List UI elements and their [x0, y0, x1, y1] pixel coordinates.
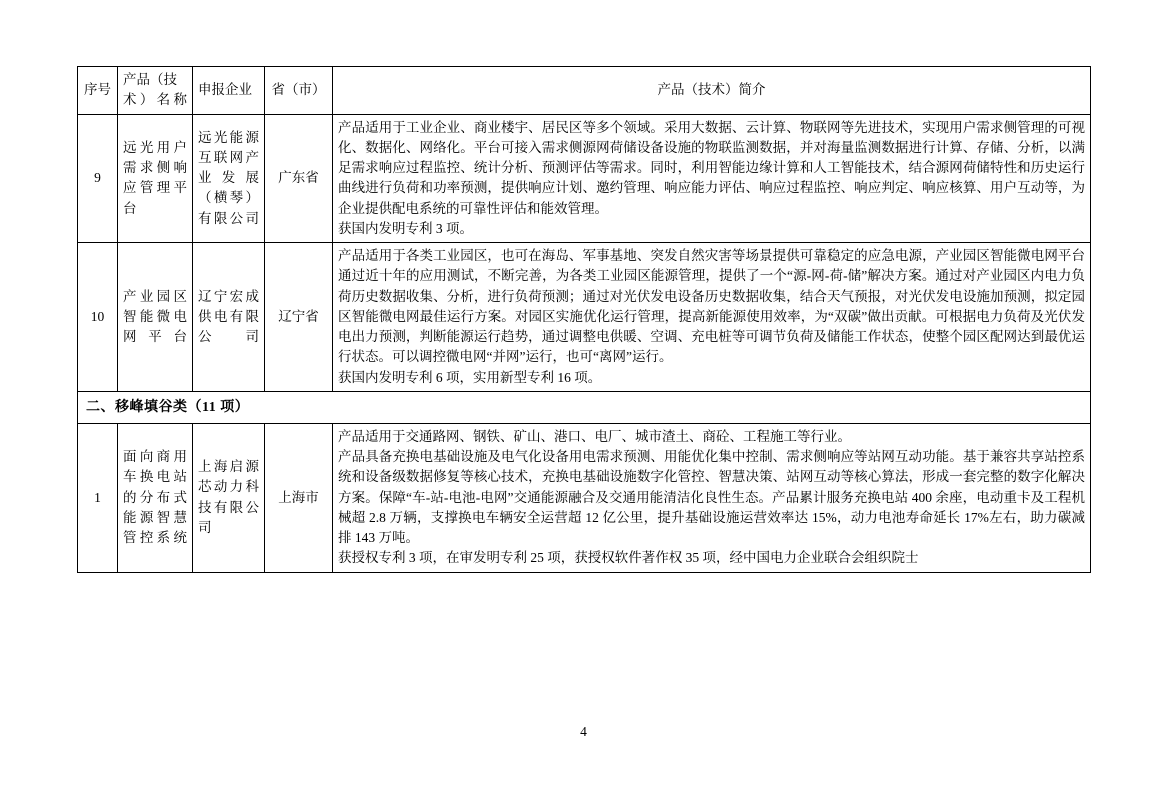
column-header-province: 省（市）	[265, 67, 333, 115]
table-row	[78, 423, 1091, 572]
column-header-company: 申报企业	[193, 67, 265, 115]
column-header-product-name: 产品（技术）名称	[118, 67, 193, 115]
cell-sequence: 9	[78, 114, 118, 243]
cell-company: 上海启源芯动力科技有限公司	[193, 423, 265, 572]
table-body	[78, 114, 1091, 572]
cell-description: 产品适用于工业企业、商业楼宇、居民区等多个领域。采用大数据、云计算、物联网等先进技术，实现用户需求侧管理的可视化、数据化、网络化。平台可接入需求侧源网荷储设备设施的物联监测数据，并对海量监测数据进行计算、存储、分析，以满足需求响应过程监控、统计分析、预测评估等需求。同时，利用智能边缘计算和人工智能技术，结合源网荷储特性和历史运行曲线进行负荷和功率预测，提供响应计划、邀约管理、响应能力评估、响应过程监控、响应判定、响应核算、用户互动等，为企业提供配电系统的可靠性评估和能效管理。 获国内发明专利 3 项。	[333, 114, 1091, 243]
cell-description: 产品适用于各类工业园区，也可在海岛、军事基地、突发自然灾害等场景提供可靠稳定的应急电源，产业园区智能微电网平台通过近十年的应用测试，不断完善，为各类工业园区能源管理，提供了一个“源-网-荷-储”解决方案。通过对产业园区内电力负荷历史数据收集、分析，进行负荷预测；通过对光伏发电设备历史数据收集，结合天气预报，对光伏发电设施加预测，拟定园区智能微电网最佳运行方案。对园区实施优化运行管理，提高新能源使用效率，为“双碳”做出贡献。可根据电力负荷及光伏发电出力预测，判断能源运行趋势，通过调整电供暖、空调、充电桩等可调节负荷及储能工作状态，使整个园区配网达到最优运行状态。可以调控微电网“并网”运行，也可“离网”运行。 获国内发明专利 6 项，实用新型专利 16 项。	[333, 243, 1091, 392]
cell-company: 辽宁宏成供电有限公司	[193, 243, 265, 392]
cell-product-name: 远光用户需求侧响应管理平台	[118, 114, 193, 243]
cell-province: 辽宁省	[265, 243, 333, 392]
cell-sequence: 10	[78, 243, 118, 392]
column-header-description: 产品（技术）简介	[333, 67, 1091, 115]
product-technology-table	[77, 66, 1091, 573]
table-section-row	[78, 391, 1091, 423]
cell-product-name: 面向商用车换电站的分布式能源智慧管控系统	[118, 423, 193, 572]
table-row	[78, 243, 1091, 392]
cell-description: 产品适用于交通路网、钢铁、矿山、港口、电厂、城市渣土、商砼、工程施工等行业。 产品具备充换电基础设施及电气化设备用电需求预测、用能优化集中控制、需求侧响应等站网互动功能。基于兼容共享站控系统和设备级数据修复等核心技术，充换电基础设施数字化管控、智慧决策、站网互动等核心算法，形成一套完整的数字化解决方案。保障“车-站-电池-电网”交通能源融合及交通用能清洁化良性生态。产品累计服务充换电站 400 余座，电动重卡及工程机械超 2.8 万辆，支撑换电车辆安全运营超 12 亿公里，提升基础设施运营效率达 15%，动力电池寿命延长 17%左右，助力碳减排 143 万吨。 获授权专利 3 项，在审发明专利 25 项，获授权软件著作权 35 项，经中国电力企业联合会组织院士	[333, 423, 1091, 572]
table-header	[78, 67, 1091, 115]
column-header-sequence: 序号	[78, 67, 118, 115]
table-header-row	[78, 67, 1091, 115]
cell-province: 上海市	[265, 423, 333, 572]
cell-company: 远光能源互联网产业发展（横琴）有限公司	[193, 114, 265, 243]
cell-product-name: 产业园区智能微电网平台	[118, 243, 193, 392]
cell-province: 广东省	[265, 114, 333, 243]
page-number: 4	[580, 724, 587, 739]
table-row	[78, 114, 1091, 243]
cell-sequence: 1	[78, 423, 118, 572]
section-title: 二、移峰填谷类（11 项）	[78, 391, 1091, 423]
